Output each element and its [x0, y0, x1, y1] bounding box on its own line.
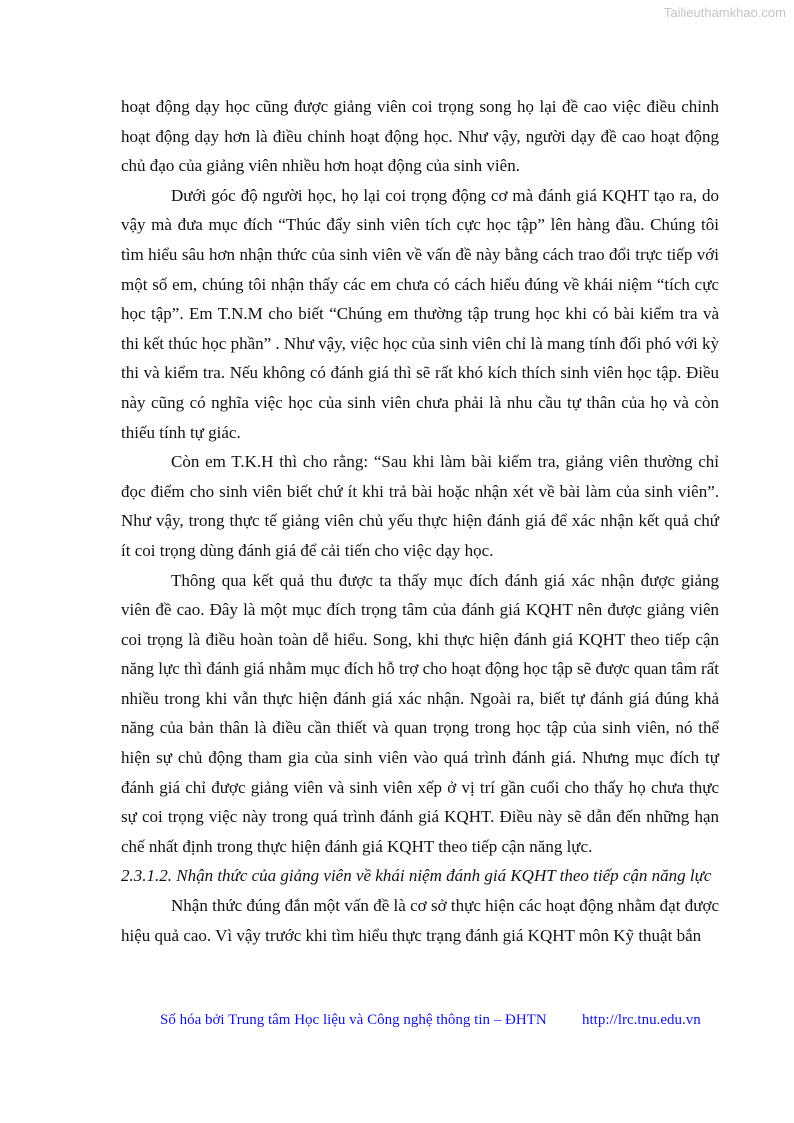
watermark-text: Tailieuthamkhao.com: [663, 5, 786, 20]
paragraph-3: Còn em T.K.H thì cho rằng: “Sau khi làm bài kiểm tra, giảng viên thường chỉ đọc điểm cho sinh viên biết chứ ít khi trả bài hoặc nhận xét về bài làm của sinh viên”. Như vậy, trong thực tế giảng viên chủ yếu thực hiện đánh giá để xác nhận kết quả chứ ít coi trọng dùng đánh giá để cải tiến cho việc dạy học.: [121, 452, 719, 560]
paragraph-1: hoạt động dạy học cũng được giảng viên coi trọng song họ lại đề cao việc điều chỉnh hoạt động dạy hơn là điều chỉnh hoạt động học. Như vậy, người dạy đề cao hoạt động chủ đạo của giảng viên nhiều hơn hoạt động của sinh viên.: [121, 97, 719, 176]
page-footer: [160, 1012, 720, 1029]
footer-credit: Số hóa bởi Trung tâm Học liệu và Công nghệ thông tin – ĐHTN: [160, 1012, 547, 1028]
paragraph-4: Thông qua kết quả thu được ta thấy mục đích đánh giá xác nhận được giảng viên đề cao. Đây là một mục đích trọng tâm của đánh giá KQHT nên được giảng viên coi trọng là điều hoàn toàn dễ hiểu. Song, khi thực hiện đánh giá KQHT theo tiếp cận năng lực thì đánh giá nhằm mục đích hỗ trợ cho hoạt động học tập sẽ được quan tâm rất nhiều trong khi vẫn thực hiện đánh giá xác nhận. Ngoài ra, biết tự đánh giá đúng khả năng của bản thân là điều cần thiết và quan trọng trong học tập của sinh viên, nó thể hiện sự chủ động tham gia của sinh viên vào quá trình đánh giá. Nhưng mục đích tự đánh giá chỉ được giảng viên và sinh viên xếp ở vị trí gần cuối cho thấy họ chưa thực sự coi trọng việc này trong quá trình đánh giá KQHT. Điều này sẽ dẫn đến những hạn chế nhất định trong thực hiện đánh giá KQHT theo tiếp cận năng lực.: [121, 570, 719, 856]
footer-url-link[interactable]: http://lrc.tnu.edu.vn: [582, 1012, 701, 1028]
paragraph-2: Dưới góc độ người học, họ lại coi trọng động cơ mà đánh giá KQHT tạo ra, do vậy mà đưa mục đích “Thúc đẩy sinh viên tích cực học tập” lên hàng đầu. Chúng tôi tìm hiểu sâu hơn nhận thức của sinh viên về vấn đề này bằng cách trao đổi trực tiếp với một số em, chúng tôi nhận thấy các em chưa có cách hiểu đúng về khái niệm “tích cực học tập”. Em T.N.M cho biết “Chúng em thường tập trung học khi có bài kiểm tra và thi kết thúc học phần” . Như vậy, việc học của sinh viên chỉ là mang tính đối phó với kỳ thi và kiểm tra. Nếu không có đánh giá thì sẽ rất khó kích thích sinh viên học tập. Điều này cũng có nghĩa việc học của sinh viên chưa phải là nhu cầu tự thân của họ và còn thiếu tính tự giác.: [121, 185, 719, 442]
section-heading: 2.3.1.2. Nhận thức của giảng viên về khái niệm đánh giá KQHT theo tiếp cận năng lực: [121, 866, 712, 886]
paragraph-5: Nhận thức đúng đắn một vấn đề là cơ sở thực hiện các hoạt động nhằm đạt được hiệu quả cao. Vì vậy trước khi tìm hiểu thực trạng đánh giá KQHT môn Kỹ thuật bắn: [121, 896, 719, 945]
document-body: [121, 92, 719, 950]
